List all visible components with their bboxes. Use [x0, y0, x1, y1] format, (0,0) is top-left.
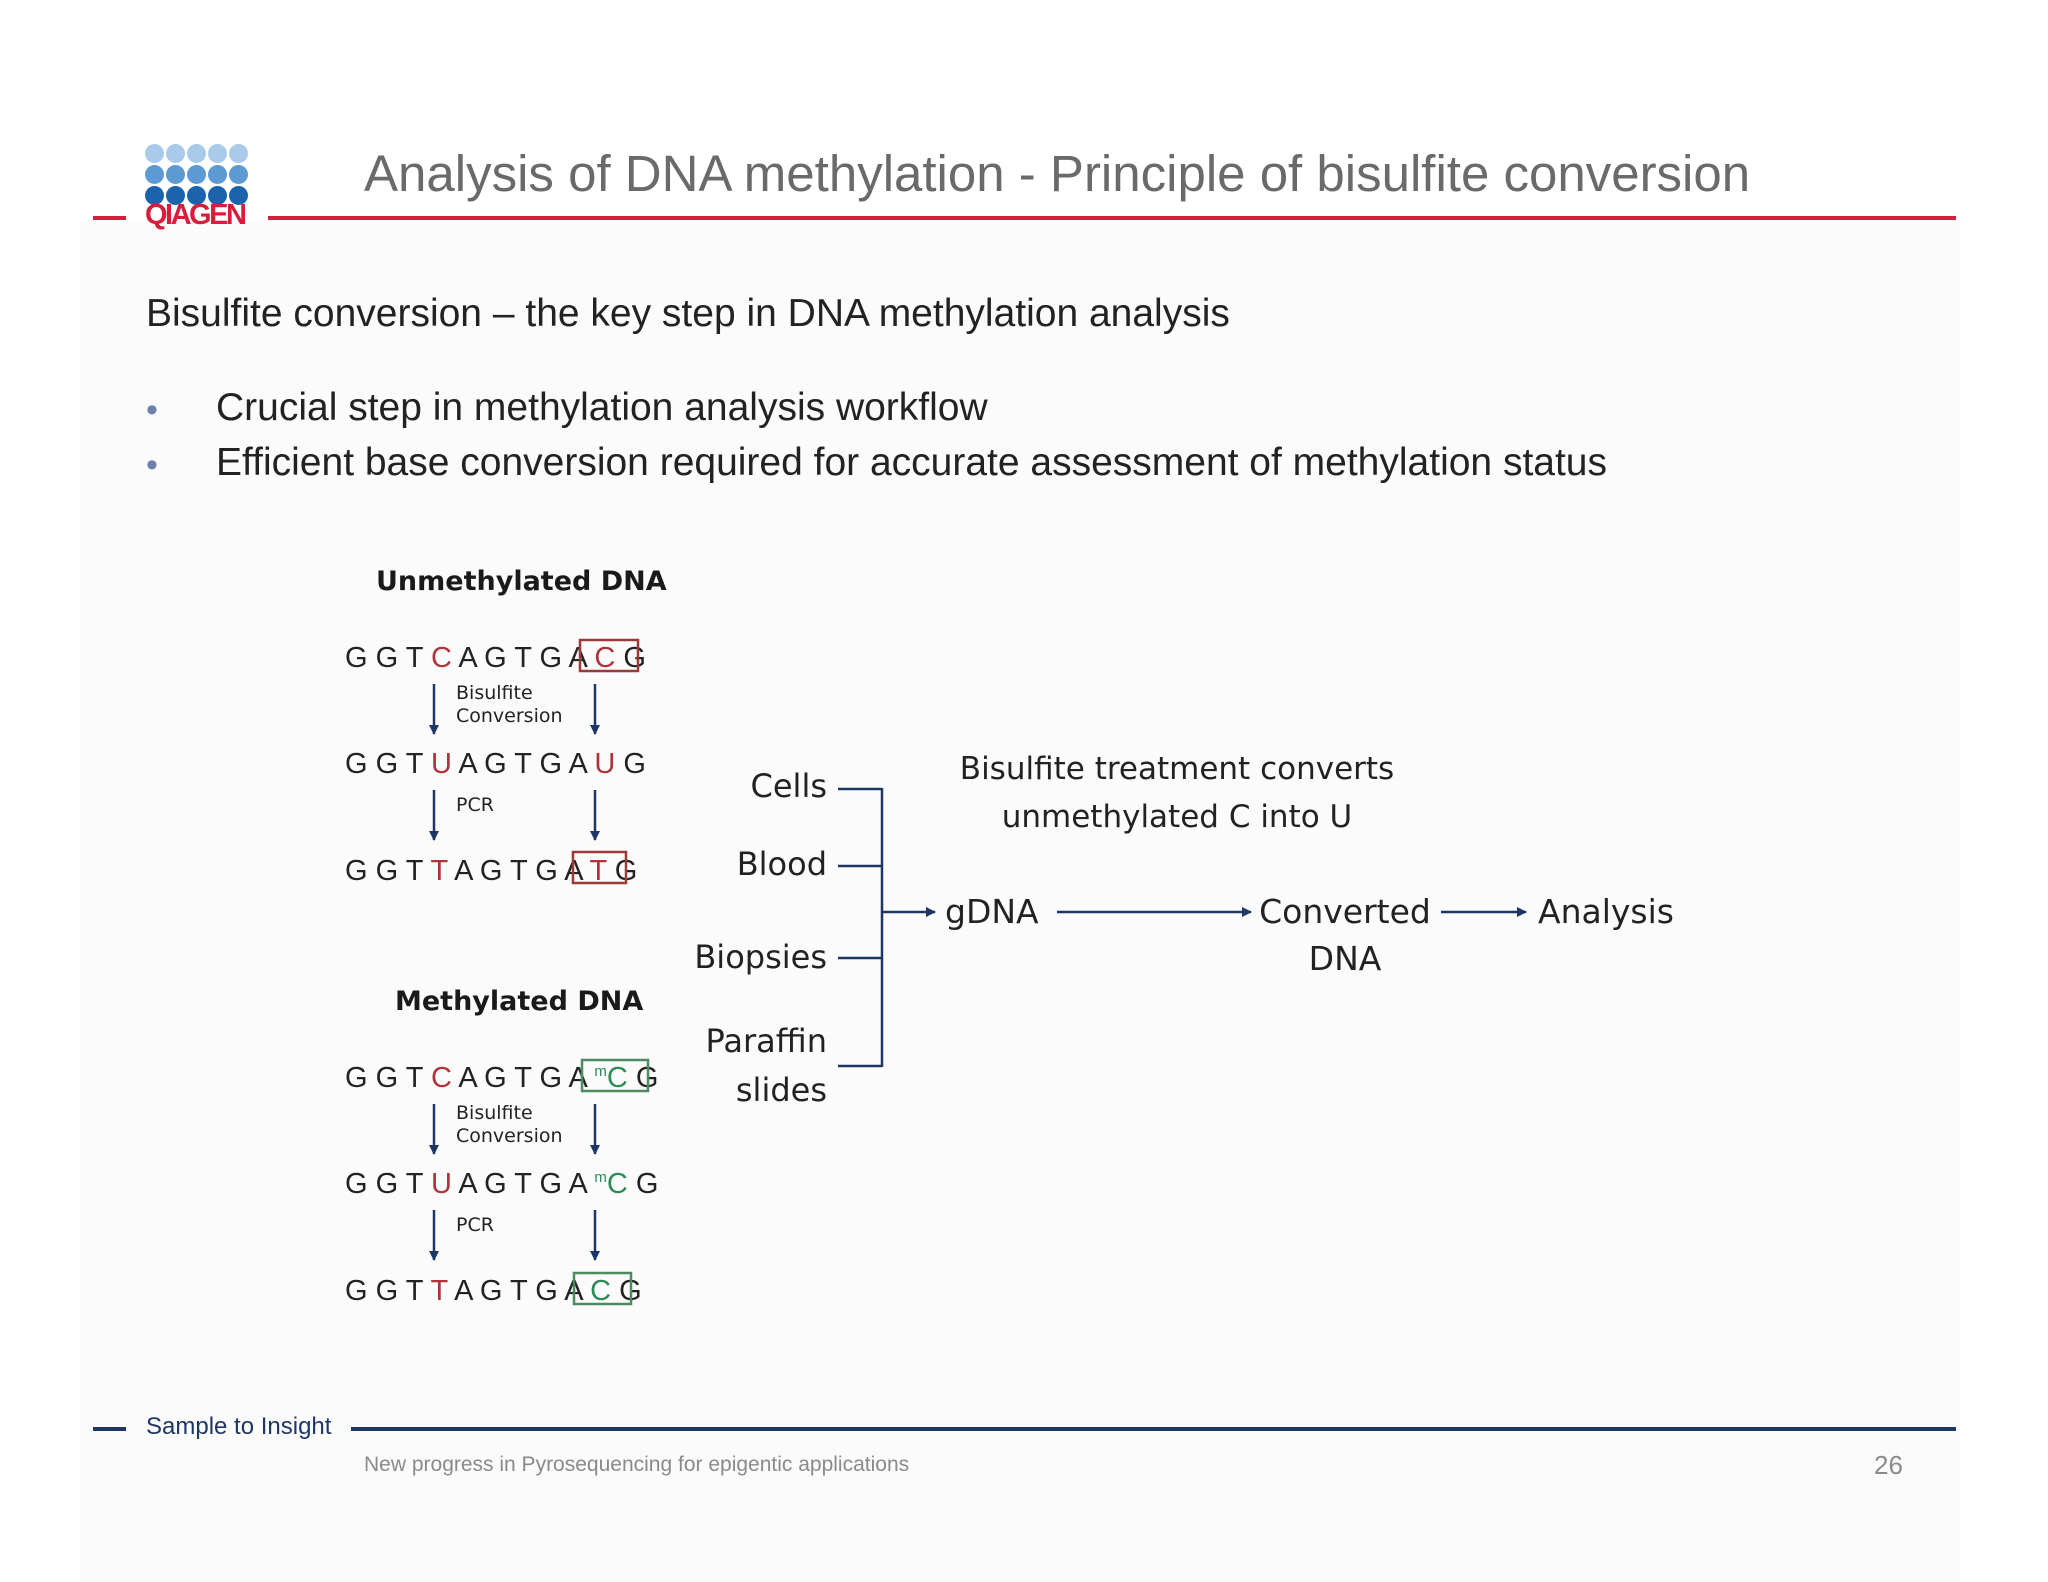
footer-rule-left	[93, 1427, 126, 1431]
bullet-icon: •	[146, 391, 158, 429]
bullet-text: Crucial step in methylation analysis workflow	[216, 386, 988, 429]
page-title: Analysis of DNA methylation - Principle of bisulfite conversion	[364, 145, 1751, 202]
slide-subtitle: Bisulfite conversion – the key step in DNA methylation analysis	[146, 292, 1230, 335]
converted-dna-label-line1: Converted	[1259, 892, 1431, 931]
source-bracket	[838, 788, 882, 1067]
bisulfite-step-label: Bisulfite	[456, 1102, 533, 1124]
analysis-label: Analysis	[1538, 892, 1674, 931]
converted-dna-label-line2: DNA	[1308, 939, 1382, 978]
sequence-unmethylated-converted: G G T U A G T G A U G	[345, 748, 646, 780]
bisulfite-step-label: Bisulfite	[456, 682, 533, 704]
pcr-step-label: PCR	[456, 1214, 494, 1236]
sequence-methylated-pcr: G G T T A G T G A C G	[345, 1275, 642, 1307]
methylated-heading: Methylated DNA	[395, 986, 644, 1017]
page-number: 26	[1874, 1450, 1903, 1480]
conversion-step-label: Conversion	[456, 1125, 563, 1147]
source-slides: slides	[735, 1071, 827, 1109]
conversion-note-line1: Bisulfite treatment converts	[959, 751, 1395, 787]
conversion-note-line2: unmethylated C into U	[1001, 799, 1353, 835]
sequence-methylated-converted: G G T U A G T G A $^m$C G	[345, 1168, 659, 1200]
footer-tagline: Sample to Insight	[146, 1413, 332, 1440]
bullet-icon: •	[146, 446, 158, 484]
bullet-text: Efficient base conversion required for accurate assessment of methylation status	[216, 441, 1607, 484]
source-biopsies: Biopsies	[694, 938, 827, 976]
footer-note: New progress in Pyrosequencing for epigentic applications	[364, 1453, 910, 1476]
source-paraffin: Paraffin	[705, 1022, 827, 1060]
footer-rule	[351, 1427, 1956, 1431]
logo-wordmark: QIAGEN	[145, 199, 245, 231]
sequence-unmethylated-pcr: G G T T A G T G A T G	[345, 855, 638, 887]
conversion-step-label: Conversion	[456, 705, 563, 727]
source-cells: Cells	[750, 767, 827, 805]
sequence-unmethylated-original: G G T C A G T G A C G	[345, 642, 646, 674]
unmethylated-heading: Unmethylated DNA	[376, 566, 667, 597]
sequence-methylated-original: G G T C A G T G A $^m$C G	[345, 1062, 659, 1094]
source-blood: Blood	[736, 845, 827, 883]
pcr-step-label: PCR	[456, 794, 494, 816]
gdna-label: gDNA	[945, 892, 1039, 931]
